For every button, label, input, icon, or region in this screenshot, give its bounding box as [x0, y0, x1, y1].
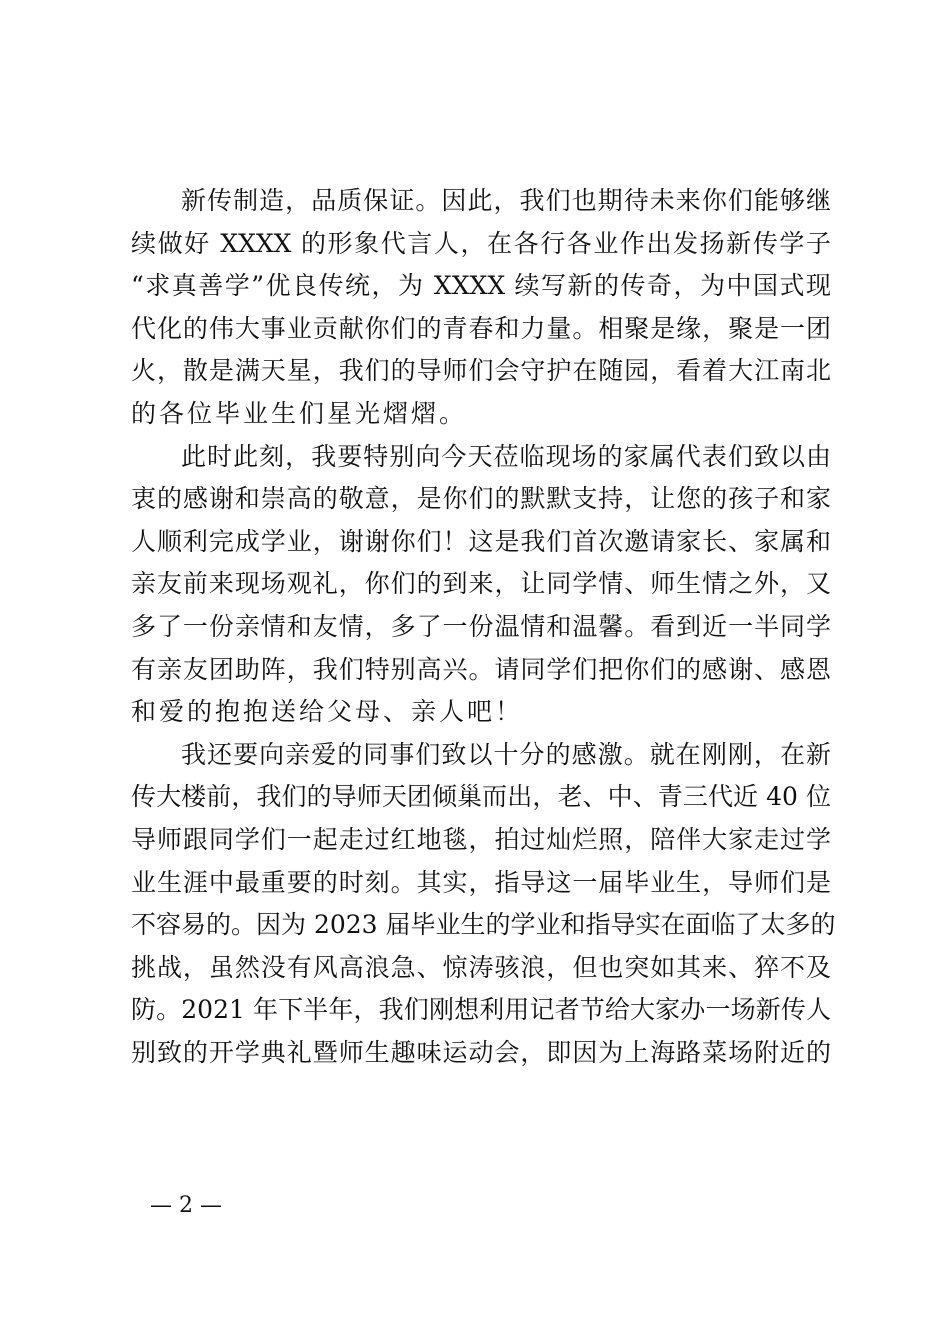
- text-line: 亲友前来现场观礼，你们的到来，让同学情、师生情之外，又: [131, 569, 831, 599]
- text-line: 新传制造，品质保证。因此，我们也期待未来你们能够继: [181, 186, 831, 215]
- text-line: 传大楼前，我们的导师天团倾巢而出，老、中、青三代近 40 位: [131, 782, 831, 812]
- page-number: — 2 —: [150, 1193, 222, 1218]
- text-line: 此时此刻，我要特别向今天莅临现场的家属代表们致以由: [181, 441, 831, 471]
- text-line: 有亲友团助阵，我们特别高兴。请同学们把你们的感谢、感恩: [131, 654, 831, 684]
- text-line: 挑战，虽然没有风高浪急、惊涛骇浪，但也突如其来、猝不及: [131, 952, 831, 982]
- paragraph-1: [131, 180, 831, 436]
- text-line: 业生涯中最重要的时刻。其实，指导这一届毕业生，导师们是: [131, 867, 831, 897]
- text-line: 我还要向亲爱的同事们致以十分的感激。就在刚刚，在新: [181, 739, 831, 769]
- paragraph-3: [131, 734, 836, 1075]
- text-line: 别致的开学典礼暨师生趣味运动会，即因为上海路菜场附近的: [131, 1037, 831, 1067]
- paragraph-2: [131, 436, 831, 734]
- text-line: 不容易的。因为 2023 届毕业生的学业和指导实在面临了太多的: [131, 910, 836, 940]
- text-line: 多了一份亲情和友情，多了一份温情和温馨。看到近一半同学: [131, 611, 831, 641]
- text-line: 和爱的抱抱送给父母、亲人吧！: [131, 697, 524, 727]
- text-line: 导师跟同学们一起走过红地毯，拍过灿烂照，陪伴大家走过学: [131, 824, 831, 854]
- text-line: 代化的伟大事业贡献你们的青春和力量。相聚是缘，聚是一团: [131, 313, 831, 343]
- text-line: 人顺利完成学业，谢谢你们！这是我们首次邀请家长、家属和: [131, 526, 831, 556]
- text-line: 的各位毕业生们星光熠熠。: [131, 398, 468, 428]
- text-line: 火，散是满天星，我们的导师们会守护在随园，看着大江南北: [131, 356, 831, 386]
- text-line: 续做好 XXXX 的形象代言人，在各行各业作出发扬新传学子: [131, 228, 831, 258]
- text-line: “求真善学”优良传统，为 XXXX 续写新的传奇，为中国式现: [131, 271, 831, 301]
- body-text: [131, 180, 836, 1074]
- text-line: 防。2021 年下半年，我们刚想利用记者节给大家办一场新传人: [131, 995, 831, 1025]
- text-line: 衷的感谢和崇高的敬意，是你们的默默支持，让您的孩子和家: [131, 484, 831, 514]
